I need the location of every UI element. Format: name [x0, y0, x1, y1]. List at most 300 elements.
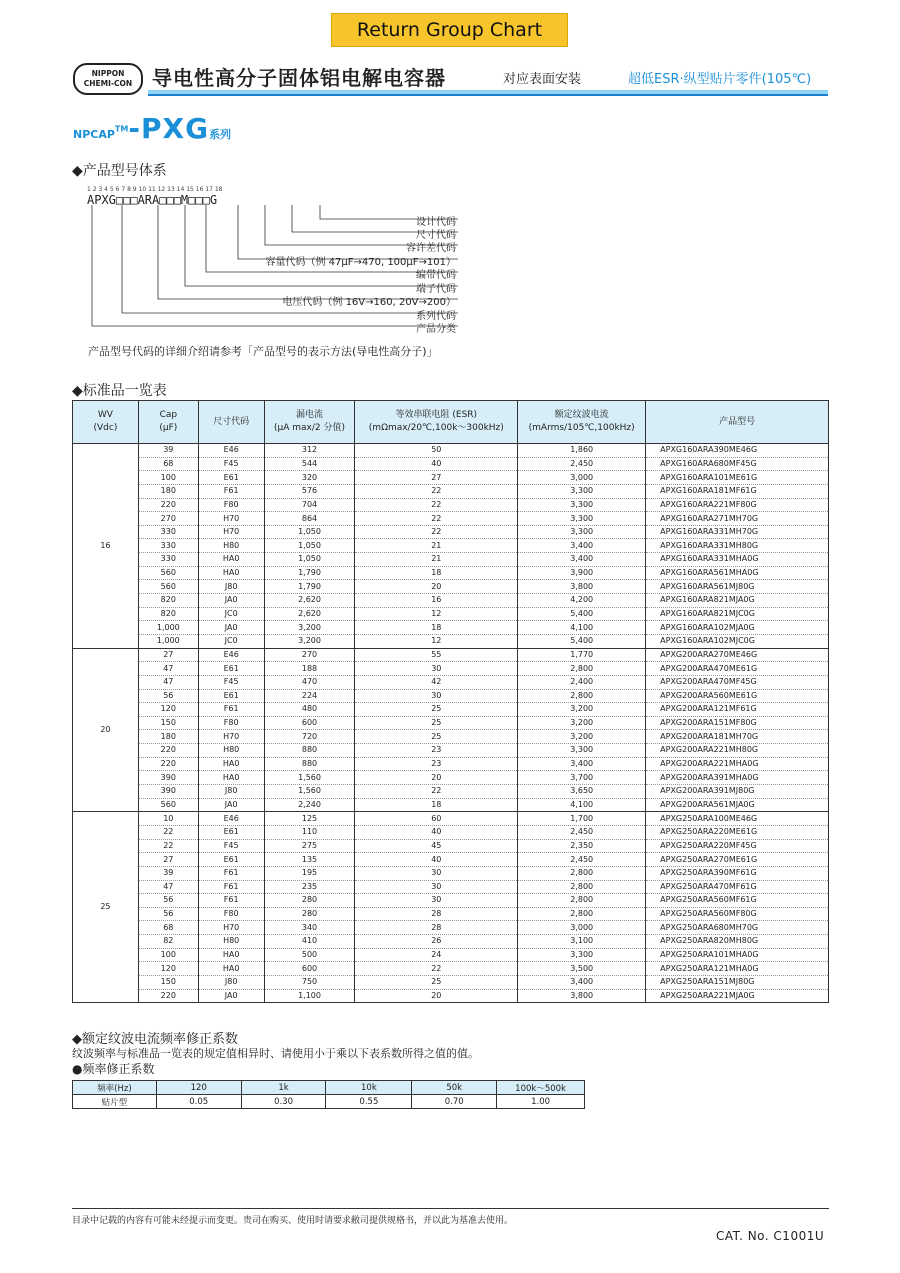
table-row — [73, 648, 829, 662]
leakage-cell: 188 — [264, 662, 355, 676]
cap-cell: 120 — [138, 703, 198, 717]
esr-cell: 50 — [355, 444, 518, 458]
leakage-cell: 880 — [264, 757, 355, 771]
size-cell: HA0 — [198, 566, 264, 580]
cap-cell: 180 — [138, 484, 198, 498]
cap-cell: 560 — [138, 798, 198, 812]
size-cell: H70 — [198, 512, 264, 526]
table-row — [73, 689, 829, 703]
col-leakage: 漏电流 (μA max/2 分值) — [264, 401, 355, 444]
leakage-cell: 235 — [264, 880, 355, 894]
cap-cell: 1,000 — [138, 634, 198, 648]
ripple-cell: 3,700 — [518, 771, 646, 785]
ripple-cell: 3,200 — [518, 730, 646, 744]
legend-capacitance-code: 容量代码（例 47μF→470, 100μF→101） — [265, 257, 456, 268]
table-row — [73, 444, 829, 458]
table-header-row — [73, 401, 829, 444]
size-cell: F61 — [198, 484, 264, 498]
part-number-cell: APXG160ARA821MJA0G — [646, 594, 829, 608]
ripple-cell: 2,800 — [518, 689, 646, 703]
cap-cell: 22 — [138, 825, 198, 839]
ripple-cell: 2,800 — [518, 894, 646, 908]
leakage-cell: 1,790 — [264, 566, 355, 580]
table-row — [73, 675, 829, 689]
cap-cell: 27 — [138, 648, 198, 662]
esr-cell: 21 — [355, 553, 518, 567]
nippon-chemicon-logo — [73, 63, 143, 95]
page-title: 导电性高分子固体铝电解电容器 — [152, 66, 446, 90]
leakage-cell: 1,050 — [264, 525, 355, 539]
table-row — [73, 662, 829, 676]
part-number-cell: APXG160ARA331MH80G — [646, 539, 829, 553]
ripple-cell: 3,300 — [518, 744, 646, 758]
table-row — [73, 798, 829, 812]
size-cell: F80 — [198, 716, 264, 730]
ripple-cell: 3,400 — [518, 757, 646, 771]
size-cell: H70 — [198, 730, 264, 744]
esr-cell: 12 — [355, 607, 518, 621]
ripple-cell: 1,700 — [518, 812, 646, 826]
size-cell: E46 — [198, 648, 264, 662]
freq-value-row — [73, 1095, 585, 1109]
ripple-cell: 2,450 — [518, 853, 646, 867]
cap-cell: 68 — [138, 457, 198, 471]
cap-cell: 10 — [138, 812, 198, 826]
table-row — [73, 703, 829, 717]
size-cell: H70 — [198, 921, 264, 935]
esr-cell: 22 — [355, 525, 518, 539]
esr-cell: 55 — [355, 648, 518, 662]
size-cell: F45 — [198, 457, 264, 471]
header-divider-dark — [148, 94, 828, 96]
table-row — [73, 607, 829, 621]
freq-header-cell: 120 — [156, 1081, 241, 1095]
footer-disclaimer: 目录中记载的内容有可能未经提示而变更。贵司在购买、使用时请要求敝司提供规格书，并以此为基准去使用。 — [72, 1216, 514, 1226]
esr-cell: 28 — [355, 907, 518, 921]
cap-cell: 22 — [138, 839, 198, 853]
part-code-template: APXG□□□ARA□□□M□□□G — [87, 193, 218, 207]
freq-value-cell: 贴片型 — [73, 1095, 157, 1109]
freq-correction-note: 纹波频率与标准品一览表的规定值相异时、请使用小于乘以下表系数所得之值的值。 — [72, 1047, 479, 1060]
series-suffix: 系列 — [209, 128, 232, 141]
ripple-cell: 3,400 — [518, 553, 646, 567]
esr-cell: 23 — [355, 757, 518, 771]
table-row — [73, 894, 829, 908]
size-cell: E61 — [198, 689, 264, 703]
leakage-cell: 1,560 — [264, 771, 355, 785]
part-code-reference-note: 产品型号代码的详细介绍请参考「产品型号的表示方法(导电性高分子)」 — [88, 345, 438, 358]
table-row — [73, 989, 829, 1003]
cap-cell: 330 — [138, 539, 198, 553]
size-cell: E46 — [198, 812, 264, 826]
ripple-cell: 1,860 — [518, 444, 646, 458]
esr-cell: 40 — [355, 457, 518, 471]
ripple-cell: 5,400 — [518, 607, 646, 621]
series-prefix: NPCAP — [73, 128, 115, 141]
leakage-cell: 110 — [264, 825, 355, 839]
table-row — [73, 744, 829, 758]
part-number-cell: APXG200ARA470ME61G — [646, 662, 829, 676]
mount-type: 对应表面安装 — [503, 72, 582, 87]
esr-cell: 18 — [355, 798, 518, 812]
table-row — [73, 498, 829, 512]
part-number-cell: APXG200ARA560ME61G — [646, 689, 829, 703]
ripple-cell: 3,800 — [518, 580, 646, 594]
size-cell: F61 — [198, 866, 264, 880]
size-cell: F61 — [198, 703, 264, 717]
table-row — [73, 921, 829, 935]
ripple-cell: 2,800 — [518, 907, 646, 921]
freq-header-cell: 100k～500k — [497, 1081, 585, 1095]
cap-cell: 120 — [138, 962, 198, 976]
table-row — [73, 512, 829, 526]
size-cell: HA0 — [198, 757, 264, 771]
part-number-cell: APXG160ARA561MHA0G — [646, 566, 829, 580]
series-tm: TM — [114, 124, 129, 134]
freq-value-cell: 0.05 — [156, 1095, 241, 1109]
col-wv: WV (Vdc) — [73, 401, 139, 444]
table-row — [73, 866, 829, 880]
freq-header-row — [73, 1081, 585, 1095]
leakage-cell: 270 — [264, 648, 355, 662]
freq-header-cell: 50k — [412, 1081, 497, 1095]
esr-cell: 25 — [355, 730, 518, 744]
size-cell: E61 — [198, 825, 264, 839]
table-row — [73, 716, 829, 730]
leakage-cell: 320 — [264, 471, 355, 485]
leakage-cell: 600 — [264, 716, 355, 730]
esr-cell: 45 — [355, 839, 518, 853]
leakage-cell: 1,050 — [264, 539, 355, 553]
esr-cell: 20 — [355, 989, 518, 1003]
table-row — [73, 962, 829, 976]
part-number-cell: APXG250ARA560MF61G — [646, 894, 829, 908]
cap-cell: 47 — [138, 662, 198, 676]
esr-cell: 28 — [355, 921, 518, 935]
cap-cell: 68 — [138, 921, 198, 935]
leakage-cell: 3,200 — [264, 621, 355, 635]
size-cell: E61 — [198, 662, 264, 676]
table-row — [73, 757, 829, 771]
esr-cell: 24 — [355, 948, 518, 962]
ripple-cell: 1,770 — [518, 648, 646, 662]
legend-series-code: 系列代码 — [416, 311, 456, 322]
freq-header-cell: 频率(Hz) — [73, 1081, 157, 1095]
leakage-cell: 544 — [264, 457, 355, 471]
leakage-cell: 500 — [264, 948, 355, 962]
leakage-cell: 880 — [264, 744, 355, 758]
logo-line1: NIPPON — [91, 69, 125, 78]
ripple-cell: 4,200 — [518, 594, 646, 608]
cap-cell: 390 — [138, 785, 198, 799]
ripple-cell: 3,000 — [518, 471, 646, 485]
part-number-cell: APXG160ARA680MF45G — [646, 457, 829, 471]
ripple-cell: 3,400 — [518, 975, 646, 989]
size-cell: H80 — [198, 539, 264, 553]
part-number-cell: APXG160ARA102MJC0G — [646, 634, 829, 648]
esr-cell: 25 — [355, 716, 518, 730]
part-number-cell: APXG160ARA390ME46G — [646, 444, 829, 458]
wv-cell: 16 — [73, 444, 139, 649]
table-row — [73, 771, 829, 785]
leakage-cell: 280 — [264, 907, 355, 921]
wv-cell: 20 — [73, 648, 139, 812]
leakage-cell: 720 — [264, 730, 355, 744]
leakage-cell: 312 — [264, 444, 355, 458]
esr-cell: 30 — [355, 880, 518, 894]
leakage-cell: 410 — [264, 935, 355, 949]
leakage-cell: 1,050 — [264, 553, 355, 567]
cap-cell: 180 — [138, 730, 198, 744]
size-cell: F45 — [198, 675, 264, 689]
leakage-cell: 1,560 — [264, 785, 355, 799]
leakage-cell: 470 — [264, 675, 355, 689]
esr-cell: 22 — [355, 785, 518, 799]
table-row — [73, 553, 829, 567]
col-size: 尺寸代码 — [198, 401, 264, 444]
size-cell: F80 — [198, 907, 264, 921]
ripple-cell: 3,300 — [518, 512, 646, 526]
esr-cell: 22 — [355, 484, 518, 498]
cap-cell: 100 — [138, 948, 198, 962]
leakage-cell: 135 — [264, 853, 355, 867]
cap-cell: 27 — [138, 853, 198, 867]
cap-cell: 220 — [138, 744, 198, 758]
table-row — [73, 594, 829, 608]
part-number-cell: APXG200ARA221MHA0G — [646, 757, 829, 771]
return-group-chart-button[interactable]: Return Group Chart — [331, 13, 568, 47]
freq-correction-title: ◆额定纹波电流频率修正系数 — [72, 1032, 238, 1047]
ripple-cell: 3,100 — [518, 935, 646, 949]
part-number-cell: APXG250ARA820MH80G — [646, 935, 829, 949]
part-number-cell: APXG200ARA470MF45G — [646, 675, 829, 689]
part-number-cell: APXG250ARA680MH70G — [646, 921, 829, 935]
size-cell: H70 — [198, 525, 264, 539]
ripple-cell: 2,450 — [518, 825, 646, 839]
part-number-cell: APXG160ARA331MH70G — [646, 525, 829, 539]
code-digit-positions: 1 2 3 4 5 6 7 8 9 10 11 12 13 14 15 16 17 18 — [87, 186, 223, 193]
leakage-cell: 480 — [264, 703, 355, 717]
table-row — [73, 785, 829, 799]
legend-taping-code: 编带代码 — [416, 270, 456, 281]
leakage-cell: 3,200 — [264, 634, 355, 648]
table-row — [73, 457, 829, 471]
esr-cell: 20 — [355, 771, 518, 785]
size-cell: H80 — [198, 744, 264, 758]
leakage-cell: 125 — [264, 812, 355, 826]
ripple-cell: 2,350 — [518, 839, 646, 853]
size-cell: J80 — [198, 785, 264, 799]
footer-divider — [72, 1208, 829, 1209]
cap-cell: 56 — [138, 689, 198, 703]
standard-ratings-table — [72, 400, 829, 1003]
esr-cell: 22 — [355, 962, 518, 976]
part-number-cell: APXG200ARA561MJA0G — [646, 798, 829, 812]
size-cell: F80 — [198, 498, 264, 512]
ripple-cell: 3,200 — [518, 716, 646, 730]
table-row — [73, 975, 829, 989]
part-number-cell: APXG160ARA821MJC0G — [646, 607, 829, 621]
size-cell: JC0 — [198, 607, 264, 621]
size-cell: J80 — [198, 975, 264, 989]
size-cell: JC0 — [198, 634, 264, 648]
leakage-cell: 2,620 — [264, 594, 355, 608]
cap-cell: 56 — [138, 907, 198, 921]
esr-cell: 40 — [355, 825, 518, 839]
ripple-cell: 3,300 — [518, 498, 646, 512]
esr-cell: 42 — [355, 675, 518, 689]
part-number-cell: APXG160ARA561MJ80G — [646, 580, 829, 594]
page-subtitle: 超低ESR·纵型贴片零件(105℃) — [628, 72, 812, 87]
series-code: PXG — [140, 112, 210, 145]
part-number-cell: APXG250ARA151MJ80G — [646, 975, 829, 989]
part-number-cell: APXG160ARA101ME61G — [646, 471, 829, 485]
size-cell: HA0 — [198, 948, 264, 962]
freq-value-cell: 0.70 — [412, 1095, 497, 1109]
freq-correction-table — [72, 1080, 585, 1109]
size-cell: JA0 — [198, 594, 264, 608]
esr-cell: 30 — [355, 689, 518, 703]
cap-cell: 390 — [138, 771, 198, 785]
ripple-cell: 2,800 — [518, 866, 646, 880]
part-number-cell: APXG250ARA101MHA0G — [646, 948, 829, 962]
esr-cell: 25 — [355, 975, 518, 989]
leakage-cell: 704 — [264, 498, 355, 512]
ripple-cell: 3,900 — [518, 566, 646, 580]
cap-cell: 270 — [138, 512, 198, 526]
leakage-cell: 275 — [264, 839, 355, 853]
leakage-cell: 2,240 — [264, 798, 355, 812]
part-number-cell: APXG160ARA221MF80G — [646, 498, 829, 512]
leakage-cell: 340 — [264, 921, 355, 935]
part-number-cell: APXG250ARA221MJA0G — [646, 989, 829, 1003]
size-cell: JA0 — [198, 798, 264, 812]
ripple-cell: 5,400 — [518, 634, 646, 648]
col-esr: 等效串联电阻 (ESR) (mΩmax/20℃,100k～300kHz) — [355, 401, 518, 444]
part-number-cell: APXG200ARA121MF61G — [646, 703, 829, 717]
cap-cell: 39 — [138, 866, 198, 880]
table-row — [73, 525, 829, 539]
logo-line2: CHEMI-CON — [83, 79, 133, 88]
leakage-cell: 1,100 — [264, 989, 355, 1003]
leakage-cell: 576 — [264, 484, 355, 498]
esr-cell: 22 — [355, 498, 518, 512]
leakage-cell: 864 — [264, 512, 355, 526]
part-system-title: ◆产品型号体系 — [72, 163, 167, 179]
legend-tolerance-code: 容许差代码 — [406, 243, 456, 254]
size-cell: J80 — [198, 580, 264, 594]
esr-cell: 20 — [355, 580, 518, 594]
table-row — [73, 948, 829, 962]
series-name — [73, 112, 231, 145]
size-cell: JA0 — [198, 621, 264, 635]
cap-cell: 820 — [138, 607, 198, 621]
part-number-cell: APXG160ARA271MH70G — [646, 512, 829, 526]
table-row — [73, 580, 829, 594]
ripple-cell: 2,400 — [518, 675, 646, 689]
series-dash: - — [128, 112, 141, 145]
cap-cell: 330 — [138, 553, 198, 567]
std-table-title: ◆标准品一览表 — [72, 383, 167, 399]
leakage-cell: 600 — [264, 962, 355, 976]
ripple-cell: 4,100 — [518, 798, 646, 812]
esr-cell: 30 — [355, 894, 518, 908]
table-row — [73, 539, 829, 553]
ripple-cell: 3,800 — [518, 989, 646, 1003]
leakage-cell: 1,790 — [264, 580, 355, 594]
esr-cell: 26 — [355, 935, 518, 949]
catalog-number: CAT. No. C1001U — [716, 1229, 825, 1243]
ripple-cell: 3,400 — [518, 539, 646, 553]
leakage-cell: 750 — [264, 975, 355, 989]
part-number-cell: APXG200ARA151MF80G — [646, 716, 829, 730]
leakage-cell: 224 — [264, 689, 355, 703]
size-cell: F61 — [198, 880, 264, 894]
part-number-cell: APXG250ARA470MF61G — [646, 880, 829, 894]
col-ripple: 额定纹波电流 (mArms/105℃,100kHz) — [518, 401, 646, 444]
part-number-cell: APXG200ARA181MH70G — [646, 730, 829, 744]
table-row — [73, 880, 829, 894]
part-number-cell: APXG250ARA100ME46G — [646, 812, 829, 826]
esr-cell: 18 — [355, 621, 518, 635]
cap-cell: 150 — [138, 975, 198, 989]
part-number-cell: APXG250ARA270ME61G — [646, 853, 829, 867]
size-cell: E61 — [198, 853, 264, 867]
part-number-cell: APXG160ARA181MF61G — [646, 484, 829, 498]
cap-cell: 56 — [138, 894, 198, 908]
leakage-cell: 195 — [264, 866, 355, 880]
freq-value-cell: 0.30 — [241, 1095, 326, 1109]
ripple-cell: 3,300 — [518, 484, 646, 498]
size-cell: HA0 — [198, 553, 264, 567]
cap-cell: 220 — [138, 757, 198, 771]
esr-cell: 12 — [355, 634, 518, 648]
size-cell: HA0 — [198, 771, 264, 785]
part-number-cell: APXG200ARA270ME46G — [646, 648, 829, 662]
legend-size-code: 尺寸代码 — [416, 230, 456, 241]
esr-cell: 16 — [355, 594, 518, 608]
esr-cell: 25 — [355, 703, 518, 717]
freq-header-cell: 10k — [326, 1081, 412, 1095]
cap-cell: 220 — [138, 498, 198, 512]
legend-terminal-code: 端子代码 — [416, 284, 456, 295]
size-cell: E61 — [198, 471, 264, 485]
freq-header-cell: 1k — [241, 1081, 326, 1095]
esr-cell: 30 — [355, 866, 518, 880]
ripple-cell: 3,500 — [518, 962, 646, 976]
freq-correction-subtitle: ●频率修正系数 — [72, 1062, 155, 1076]
esr-cell: 18 — [355, 566, 518, 580]
part-number-cell: APXG160ARA331MHA0G — [646, 553, 829, 567]
table-row — [73, 621, 829, 635]
ripple-cell: 2,800 — [518, 662, 646, 676]
part-number-cell: APXG250ARA560MF80G — [646, 907, 829, 921]
size-cell: F61 — [198, 894, 264, 908]
cap-cell: 220 — [138, 989, 198, 1003]
esr-cell: 60 — [355, 812, 518, 826]
cap-cell: 82 — [138, 935, 198, 949]
table-row — [73, 825, 829, 839]
ripple-cell: 3,000 — [518, 921, 646, 935]
esr-cell: 23 — [355, 744, 518, 758]
ripple-cell: 3,300 — [518, 525, 646, 539]
table-row — [73, 471, 829, 485]
ripple-cell: 3,300 — [518, 948, 646, 962]
table-row — [73, 812, 829, 826]
table-row — [73, 839, 829, 853]
table-row — [73, 730, 829, 744]
ripple-cell: 2,450 — [518, 457, 646, 471]
